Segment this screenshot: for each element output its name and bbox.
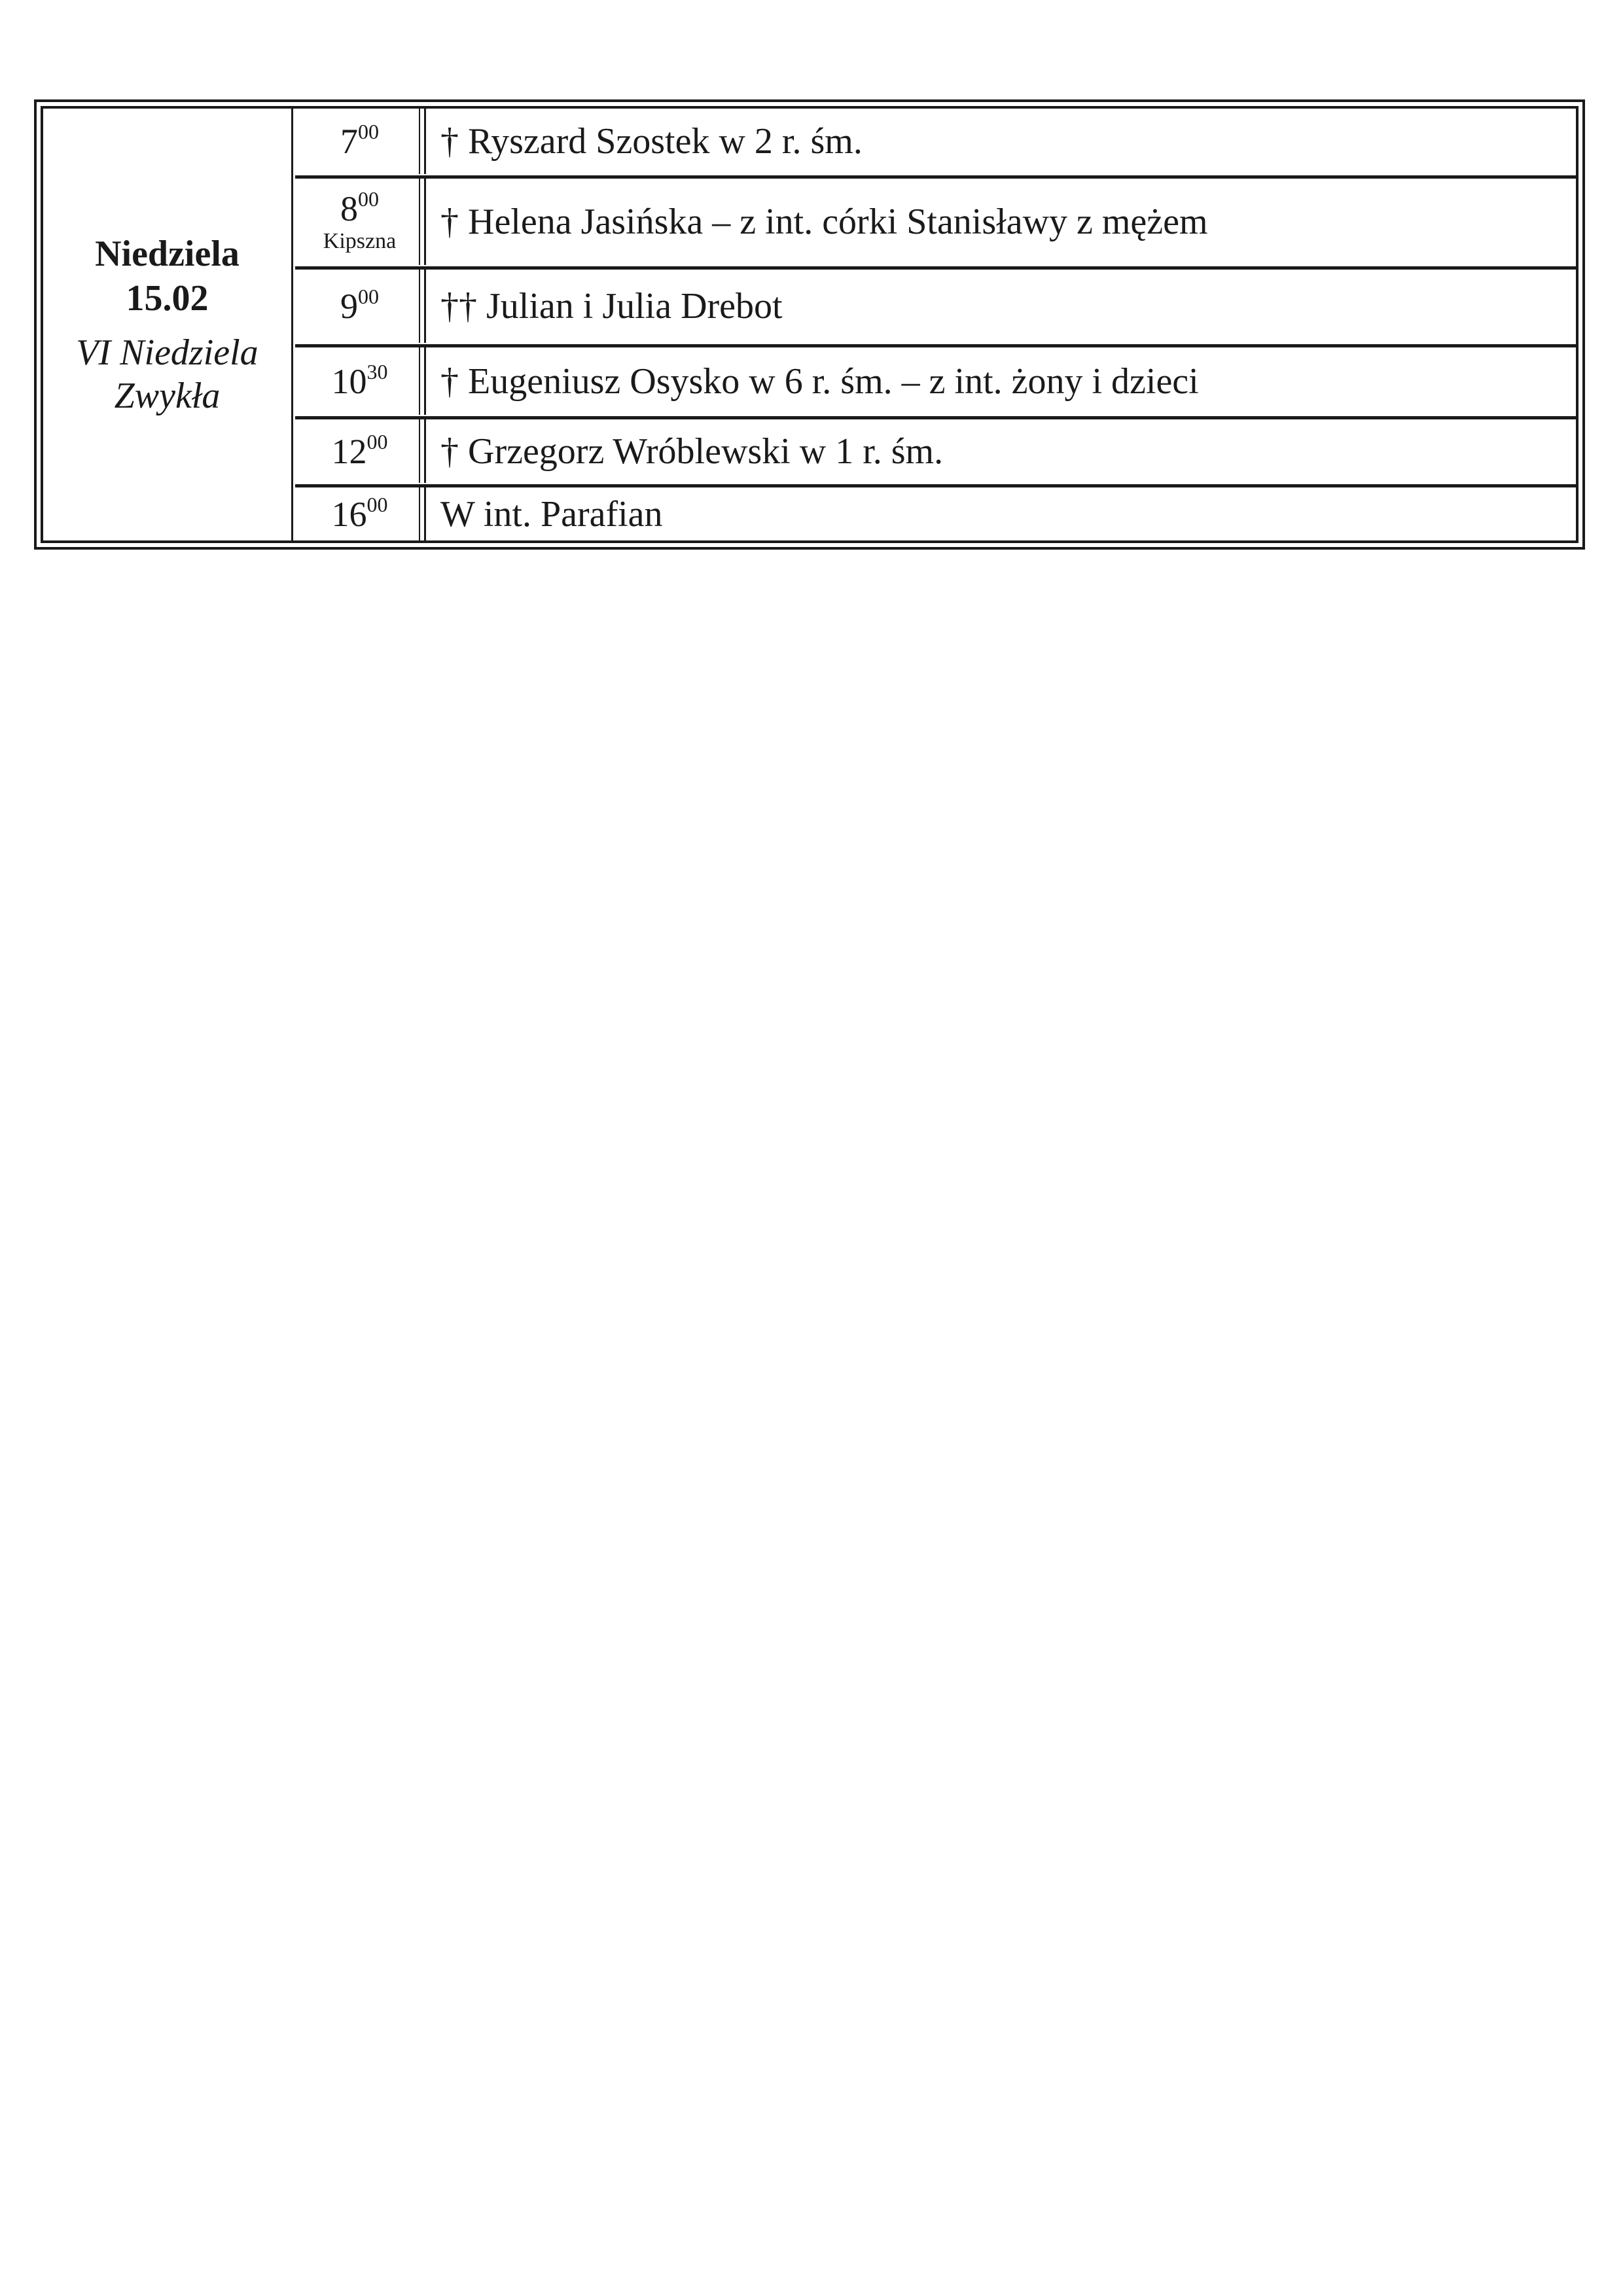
feast-line-2: Zwykła [114, 376, 221, 416]
mass-time [331, 359, 388, 401]
day-name: Niedziela [95, 234, 240, 274]
mass-row-6 [295, 487, 1576, 540]
mass-time-cell [295, 270, 426, 343]
mass-minute: 00 [358, 120, 379, 143]
mass-intention: † Ryszard Szostek w 2 r. śm. [440, 121, 863, 162]
mass-time [331, 429, 388, 471]
mass-hour: 16 [331, 494, 367, 534]
mass-time-cell [295, 109, 426, 174]
mass-row-5 [295, 419, 1576, 487]
mass-hour: 12 [331, 431, 367, 471]
mass-hour: 8 [340, 189, 358, 228]
mass-intention: † Grzegorz Wróblewski w 1 r. śm. [440, 431, 944, 472]
feast-name [76, 331, 258, 417]
mass-row-4 [295, 347, 1576, 419]
mass-minute: 00 [366, 429, 388, 453]
mass-intention: W int. Parafian [440, 493, 663, 535]
mass-hour: 10 [331, 361, 367, 401]
mass-time-cell [295, 179, 426, 265]
mass-intention: †† Julian i Julia Drebot [440, 286, 783, 327]
mass-time-cell [295, 419, 426, 483]
mass-hour: 7 [340, 122, 358, 161]
mass-time [340, 189, 379, 228]
mass-time-cell [295, 347, 426, 415]
day-cell [43, 109, 293, 540]
mass-minute: 30 [366, 359, 388, 383]
mass-schedule-table [34, 99, 1585, 550]
mass-rows [295, 109, 1576, 540]
mass-minute: 00 [366, 492, 388, 516]
mass-intention: † Eugeniusz Osysko w 6 r. śm. – z int. żony i dzieci [440, 361, 1199, 402]
feast-line-1: VI Niedziela [76, 332, 259, 373]
mass-minute: 00 [358, 187, 379, 211]
mass-time [340, 287, 379, 326]
mass-row-2 [295, 179, 1576, 270]
mass-hour: 9 [340, 287, 358, 326]
mass-row-1 [295, 109, 1576, 179]
mass-minute: 00 [358, 285, 379, 308]
mass-intention: † Helena Jasińska – z int. córki Stanisławy z mężem [440, 202, 1208, 242]
mass-time [340, 122, 379, 161]
mass-schedule-inner-frame [41, 106, 1578, 543]
mass-row-3 [295, 270, 1576, 347]
mass-time-cell [295, 487, 426, 540]
mass-time [331, 492, 388, 534]
mass-location-note: Kipszna [323, 229, 397, 253]
day-date: 15.02 [126, 278, 209, 319]
